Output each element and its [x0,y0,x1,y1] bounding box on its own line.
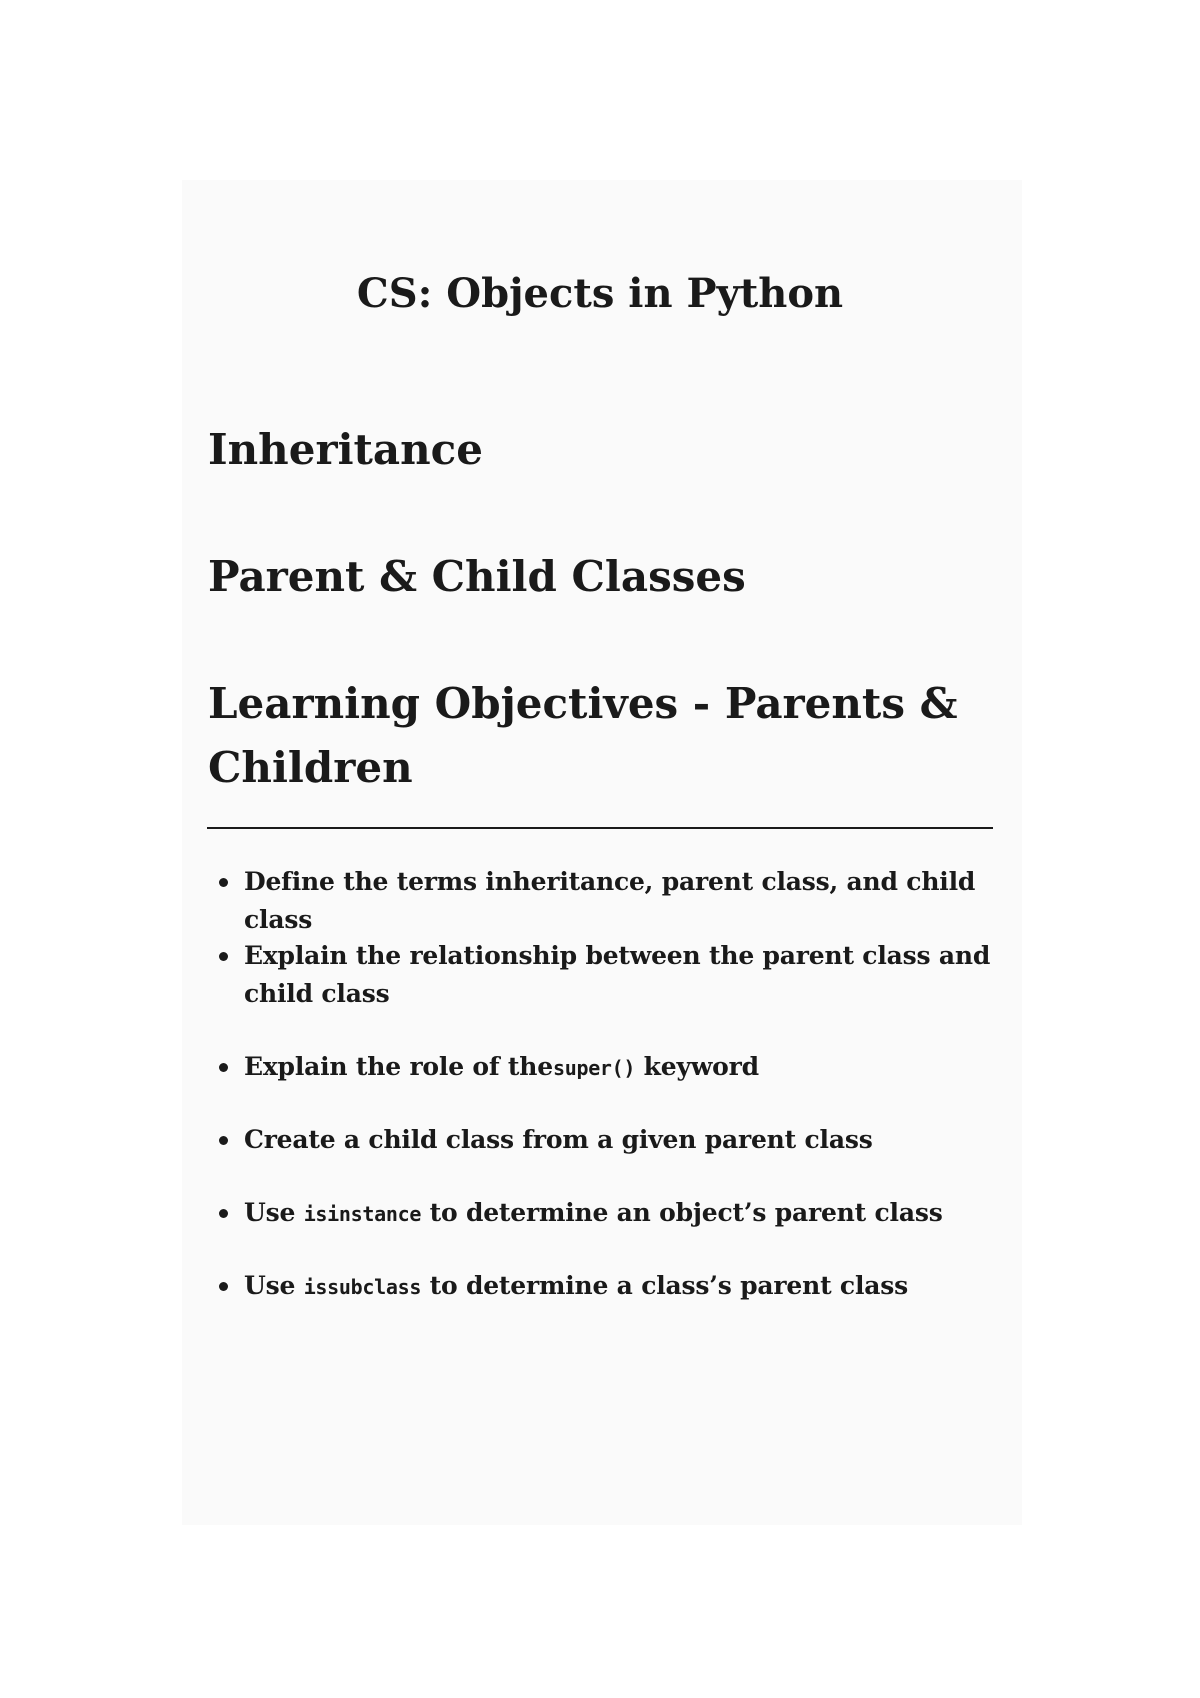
objective-item [244,1121,1004,1159]
objective-text: Use [244,1198,304,1227]
objective-text: Define the terms inheritance, parent class, and child class [244,867,976,934]
objective-text: Explain the role of the [244,1052,553,1081]
heading-divider [207,827,993,829]
objective-item [244,1194,1004,1233]
code-issubclass: issubclass [303,1275,422,1299]
objective-item [244,863,1004,939]
document-title: CS: Objects in Python [356,270,844,317]
objective-item [244,937,1004,1013]
page-card [182,180,1022,1525]
heading-learning-objectives: Learning Objectives - Parents & Children [208,679,958,792]
objective-text: keyword [635,1052,759,1081]
objective-text: Explain the relationship between the parent class and child class [244,941,991,1008]
heading-parent-child-classes: Parent & Child Classes [208,552,746,601]
objective-text: Create a child class from a given parent class [244,1125,873,1154]
objective-item [244,1267,1004,1306]
objective-text: Use [244,1271,304,1300]
objective-text: to determine an object’s parent class [421,1198,943,1227]
heading-inheritance: Inheritance [208,425,483,474]
objective-text: to determine a class’s parent class [421,1271,908,1300]
objective-item [244,1048,1004,1087]
code-super: super() [552,1056,636,1080]
code-isinstance: isinstance [303,1202,422,1226]
